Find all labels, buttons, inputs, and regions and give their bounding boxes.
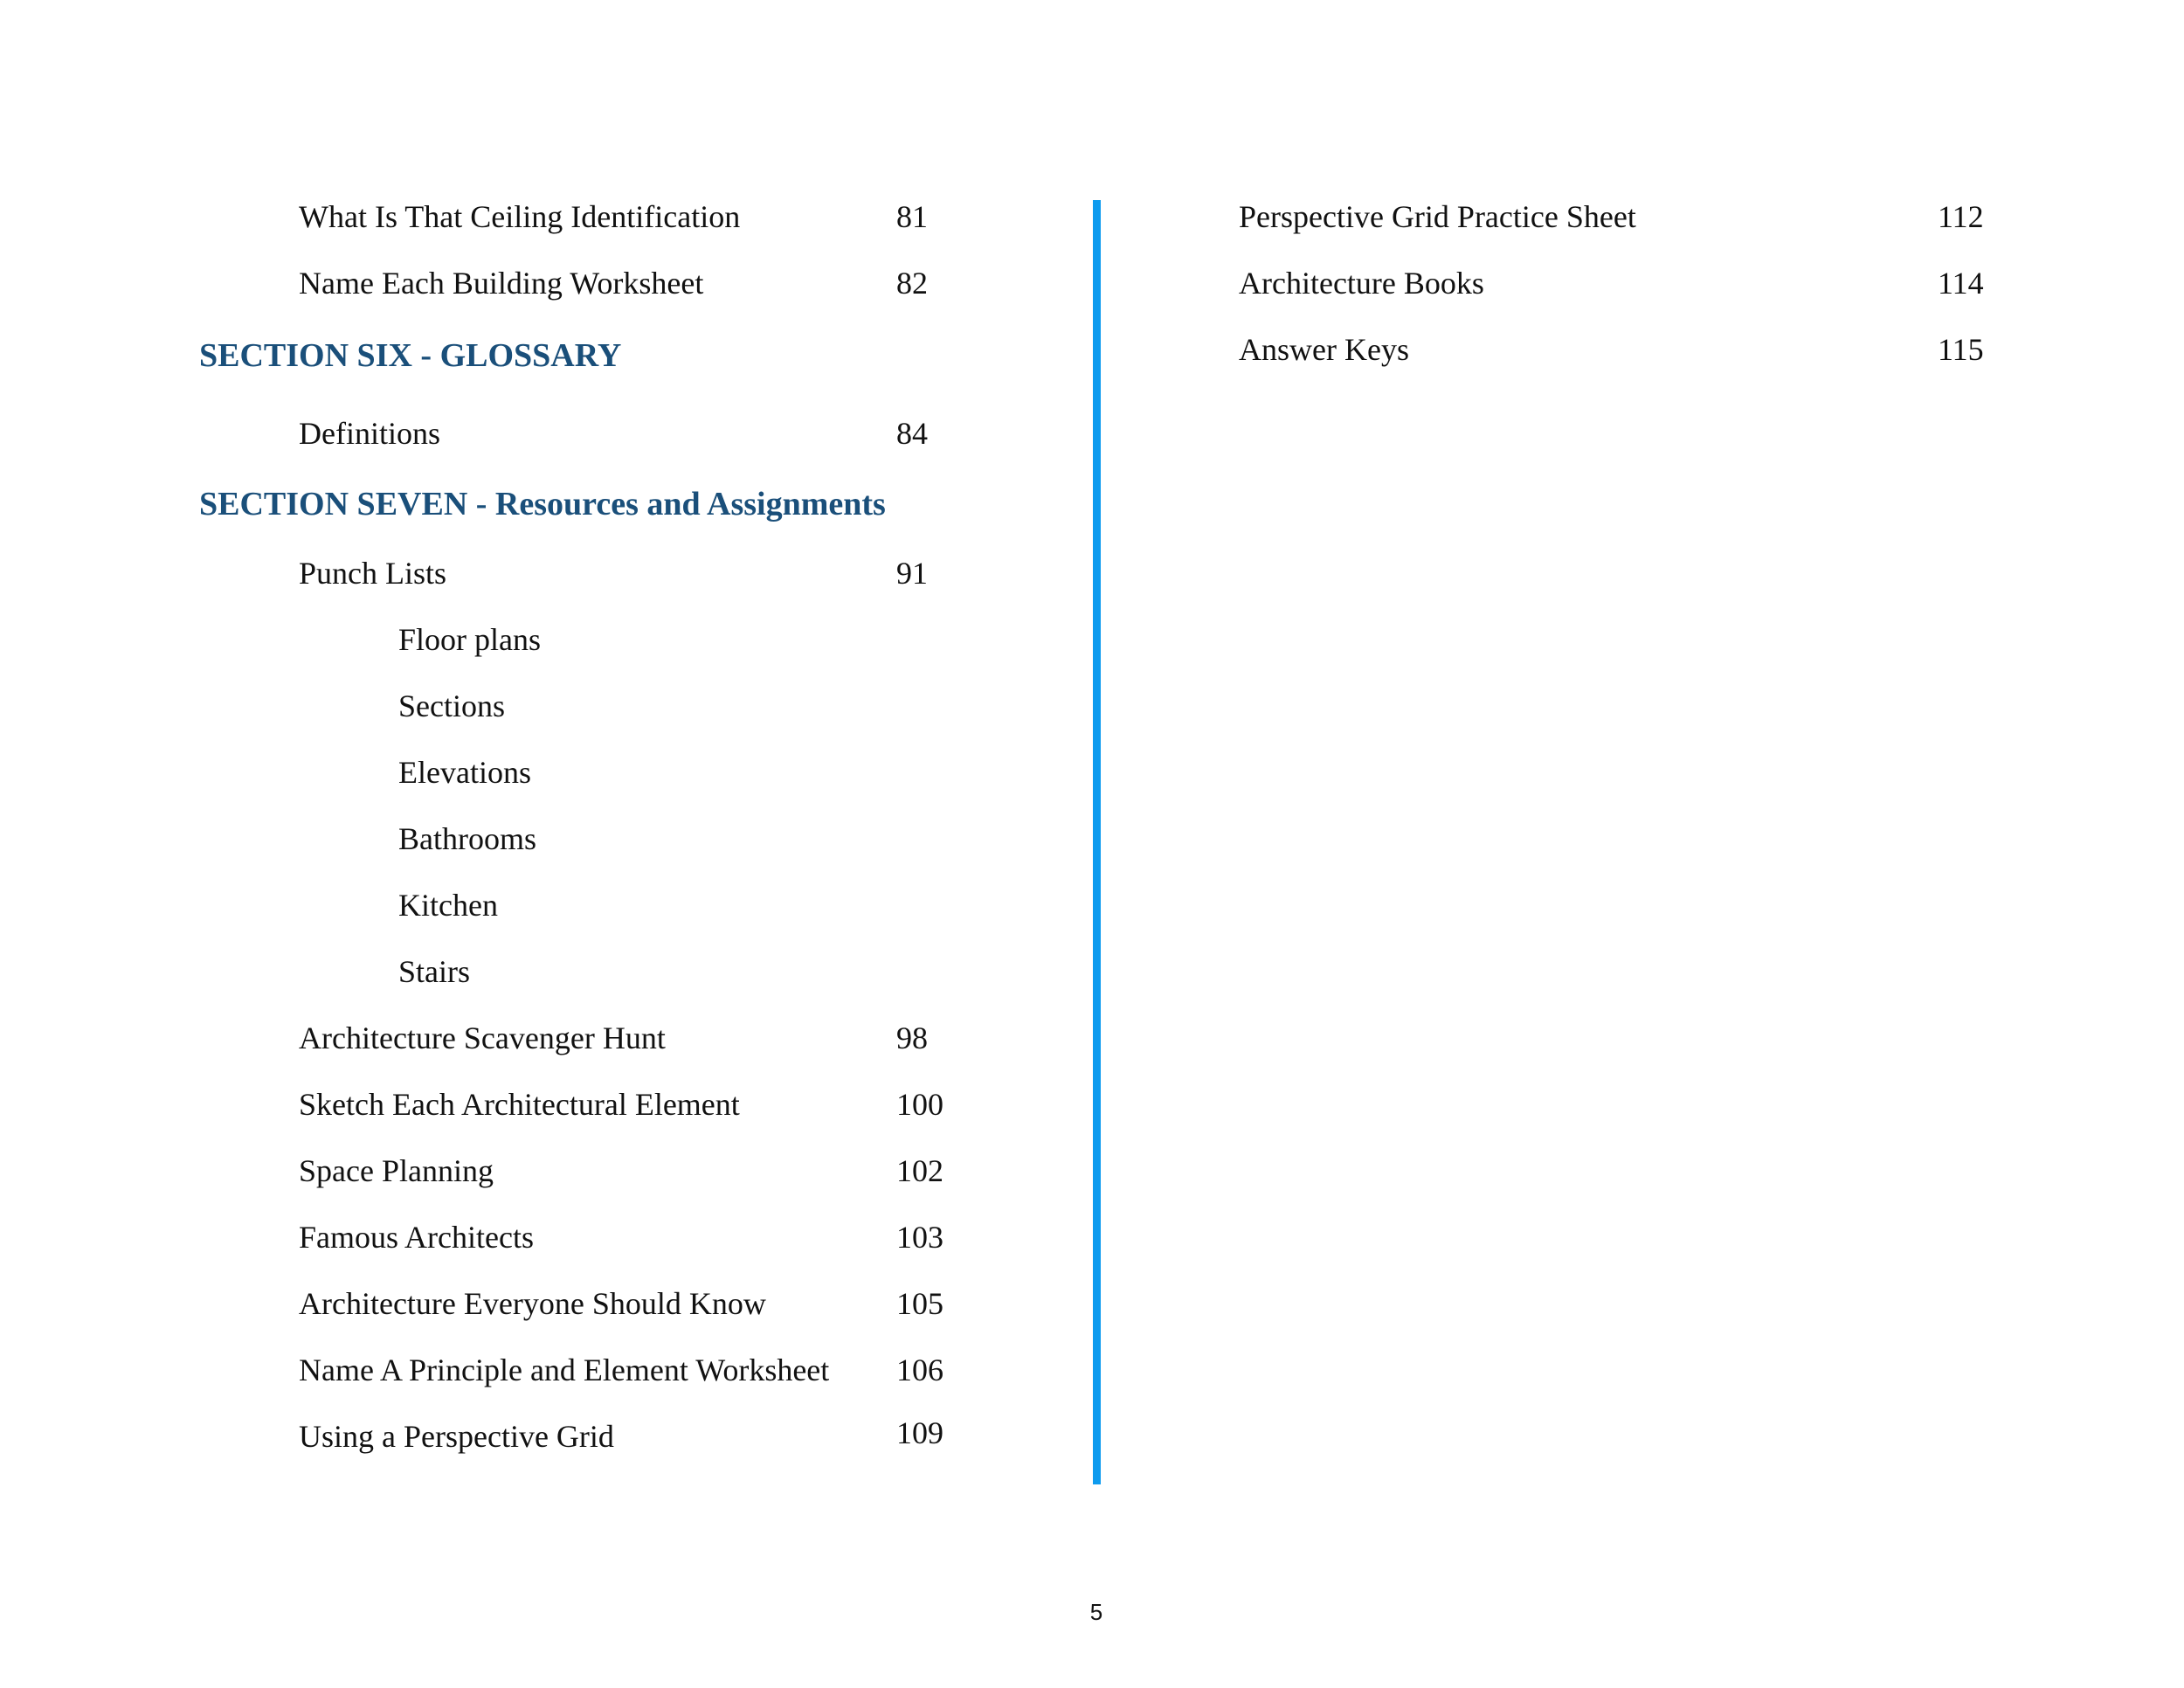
toc-entry-title[interactable]: Definitions — [299, 416, 440, 451]
toc-sub-entry[interactable]: Floor plans — [398, 622, 542, 657]
section-heading-six: SECTION SIX - GLOSSARY — [199, 337, 622, 374]
toc-entry-page: 112 — [1938, 199, 1984, 234]
toc-entry-page: 106 — [896, 1352, 943, 1387]
toc-sub-entry[interactable]: Kitchen — [398, 888, 498, 923]
toc-entry-title[interactable]: Perspective Grid Practice Sheet — [1239, 199, 1636, 234]
page-number: 5 — [1089, 1599, 1103, 1625]
toc-sub-entry[interactable]: Bathrooms — [398, 821, 536, 856]
toc-entry-title[interactable]: Sketch Each Architectural Element — [299, 1087, 740, 1122]
toc-entry-page: 114 — [1938, 266, 1984, 301]
section-heading-seven: SECTION SEVEN - Resources and Assignments — [199, 486, 886, 522]
toc-entry-page: 109 — [896, 1415, 943, 1450]
toc-entry-title[interactable]: Name A Principle and Element Worksheet — [299, 1352, 830, 1387]
toc-entry-page: 98 — [896, 1020, 928, 1055]
toc-entry-title[interactable]: What Is That Ceiling Identification — [299, 199, 741, 234]
toc-sub-entry[interactable]: Sections — [398, 688, 505, 723]
toc-entry-title[interactable]: Architecture Scavenger Hunt — [299, 1020, 666, 1055]
toc-entry-page: 91 — [896, 556, 928, 591]
toc-entry-title[interactable]: Architecture Everyone Should Know — [299, 1286, 766, 1321]
toc-sub-entry[interactable]: Elevations — [398, 755, 531, 790]
toc-entry-page: 115 — [1938, 332, 1984, 367]
toc-entry-page: 82 — [896, 266, 928, 301]
toc-entry-page: 103 — [896, 1220, 943, 1255]
toc-entry-title[interactable]: Answer Keys — [1239, 332, 1409, 367]
toc-entry-title[interactable]: Famous Architects — [299, 1220, 534, 1255]
toc-entry-title[interactable]: Punch Lists — [299, 556, 447, 591]
toc-entry-title[interactable]: Using a Perspective Grid — [299, 1419, 614, 1454]
toc-entry-page: 84 — [896, 416, 928, 451]
toc-entry-title[interactable]: Name Each Building Worksheet — [299, 266, 704, 301]
toc-entry-title[interactable]: Architecture Books — [1239, 266, 1484, 301]
toc-entry-page: 102 — [896, 1153, 943, 1188]
toc-entry-page: 81 — [896, 199, 928, 234]
toc-entry-page: 105 — [896, 1286, 943, 1321]
toc-sub-entry[interactable]: Stairs — [398, 954, 471, 989]
toc-entry-page: 100 — [896, 1087, 943, 1122]
toc-entry-title[interactable]: Space Planning — [299, 1153, 494, 1188]
